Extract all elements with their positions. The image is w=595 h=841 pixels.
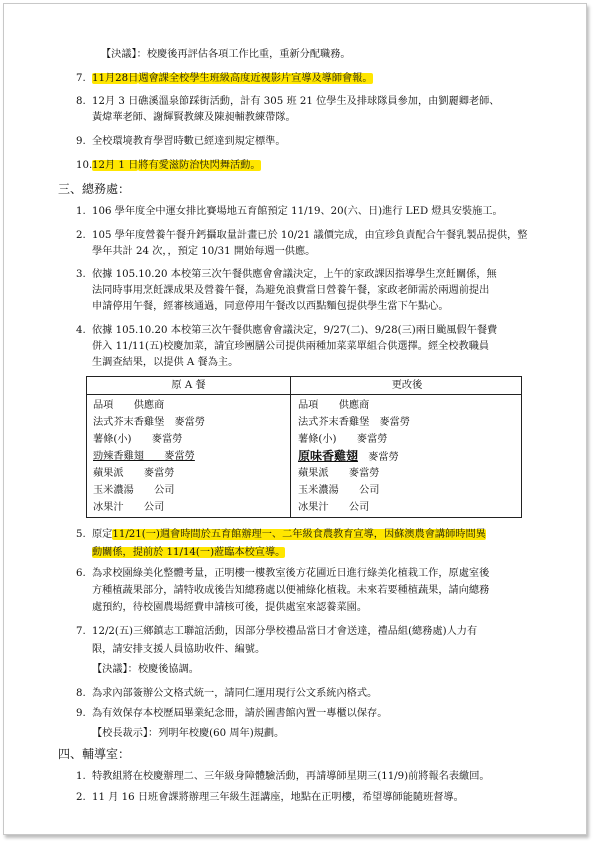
table-cell: 蘋果派 麥當勞	[298, 468, 380, 479]
item-number: 3.	[76, 269, 86, 280]
highlight: 11月28日	[92, 73, 139, 84]
item-text: 依據 105.10.20 本校第三次午餐供應會會議決定，上午的家政課因指導學生烹飪關係，無	[92, 269, 497, 280]
table-header-original: 原 A 餐	[171, 380, 206, 391]
item-number: 4.	[76, 325, 86, 336]
item-text	[92, 528, 486, 542]
item-text	[92, 546, 285, 560]
item-text: 106 學年度全中運女排比賽場地五育館預定 11/19、20(六、日)進行 LED 燈具安裝施工。	[92, 206, 503, 217]
highlight: 週會課全校學生班級高度近視影片宣導及導師會報。	[138, 73, 373, 84]
changed-item: 原味香雞翅	[298, 449, 359, 463]
item-number: 9.	[76, 708, 86, 719]
table-divider	[290, 377, 291, 517]
table-cell: 冰果汁 公司	[298, 502, 370, 513]
item-number: 5.	[76, 529, 86, 540]
highlight: 11/21(一)週會時間於五育館辦理一、二年級食農教育宣導，因蘇澳農會講師時間異	[112, 529, 486, 540]
table-cell: 玉米濃湯 公司	[298, 485, 380, 496]
item-prefix: 原定	[92, 529, 113, 540]
item-text	[92, 72, 373, 86]
item-text: 105 學年度營養午餐升鈣攝取量計畫已於 10/21 議價完成，由宜珍負責配合午餐乳製品提供，整	[92, 230, 528, 241]
item-text: 併入 11/11(五)校慶加菜，請宜珍團膳公司提供兩種加菜菜單組合供選擇。經全校教職員	[92, 341, 490, 352]
item-text: 特教組將在校慶辦理二、三年級身障體驗活動，再請導師星期三(11/9)前將報名表繳回。	[92, 771, 490, 782]
item-number: 7.	[76, 626, 86, 637]
section-title: 四、輔導室：	[58, 747, 131, 761]
item-text: 生調查結果，以提供 A 餐為主。	[92, 357, 239, 368]
item-text: 黃煒華老師、謝輝賢教練及陳昶輔教練帶隊。	[92, 112, 296, 123]
table-cell: 薯條(小) 麥當勞	[298, 434, 388, 445]
item-text	[92, 159, 261, 173]
item-number: 8.	[76, 688, 86, 699]
document-page	[3, 3, 587, 835]
item-text: 限，請安排支援人員協助收件、編號。	[92, 644, 266, 655]
item-number: 6.	[76, 568, 86, 579]
item-text: 為求內部簽辦公文格式統一，請同仁運用現行公文系統內格式。	[92, 688, 378, 699]
table-cell: 品項 供應商	[298, 400, 370, 411]
item-text: 方種植蔬果部分，請特收成後告知總務處以便補綠化植栽。未來若要種植蔬果，請向總務	[92, 585, 490, 596]
table-cell: 玉米濃湯 公司	[93, 485, 175, 496]
item-number: 1.	[76, 771, 86, 782]
table-cell	[298, 449, 399, 465]
item-number: 8.	[76, 96, 86, 107]
item-text: 學年共計 24 次，，預定 10/31 開始每週一供應。	[92, 246, 316, 257]
item-number: 9.	[76, 136, 86, 147]
item-text: 法同時事用烹飪課成果及營養午餐，為避免浪費當日營養午餐，家政老師需於兩週前提出	[92, 285, 490, 296]
item-text: 全校環境教育學習時數已經達到規定標準。	[92, 136, 286, 147]
principal-directive: 【校長裁示】：列明年校慶(60 周年)規劃。	[92, 728, 285, 739]
decision-note: 【決議】：校慶後協調。	[92, 664, 199, 675]
highlight: 12月 1 日	[92, 160, 139, 171]
item-number: 7.	[76, 73, 86, 84]
table-cell: 勁辣香雞翅 麥當勞	[93, 451, 195, 462]
menu-table	[86, 376, 522, 518]
item-text: 為求校園綠美化整體考量，正明樓一樓教室後方花圃近日進行綠美化植栽工作，原處室後	[92, 568, 490, 579]
item-number: 1.	[76, 206, 86, 217]
table-cell: 冰果汁 公司	[93, 502, 165, 513]
table-cell: 蘋果派 麥當勞	[93, 468, 175, 479]
highlight: 將有愛滋防治快閃舞活動。	[138, 160, 261, 171]
item-number: 2.	[76, 230, 86, 241]
table-header-rule	[87, 394, 521, 395]
item-text: 為有效保存本校歷屆畢業紀念冊，請於圖書館內置一專櫃以保存。	[92, 708, 388, 719]
section-title: 三、總務處：	[58, 182, 131, 196]
item-text: 12月 3 日礁溪溫泉節踩街活動，計有 305 班 21 位學生及排球隊員參加，由劉麗卿老師、	[92, 96, 500, 107]
item-text: 處預約，待校園農場經費申請核可後，提供處室來認養菜園。	[92, 602, 368, 613]
table-header-changed: 更改後	[391, 380, 423, 391]
decision-note: 【決議】：校慶後再評估各項工作比重，重新分配職務。	[101, 49, 351, 60]
table-cell-vendor: 麥當勞	[368, 452, 399, 463]
item-text: 11 月 16 日班會課將辦理三年級生涯講座，地點在正明樓，希望導師能隨班督導。	[92, 792, 464, 803]
table-cell: 品項 供應商	[93, 400, 165, 411]
item-text: 12/2(五)三鄉鎮志工聯誼活動，因部分學校禮品當日才會送達，禮品組(總務處)人力有	[92, 626, 478, 637]
item-number: 2.	[76, 792, 86, 803]
item-text: 申請停用午餐，經審核通過，同意停用午餐改以西點麵包提供學生當下午點心。	[92, 301, 449, 312]
table-cell: 薯條(小) 麥當勞	[93, 434, 183, 445]
highlight: 動關係，提前於 11/14(一)蒞臨本校宣導。	[92, 547, 286, 558]
table-cell: 法式芥末香雞堡 麥當勞	[93, 417, 206, 428]
item-number: 10.	[76, 160, 93, 171]
item-text: 依據 105.10.20 本校第三次午餐供應會會議決定，9/27(二)、9/28(三)兩日颱風假午餐費	[92, 325, 498, 336]
table-cell: 法式芥末香雞堡 麥當勞	[298, 417, 411, 428]
